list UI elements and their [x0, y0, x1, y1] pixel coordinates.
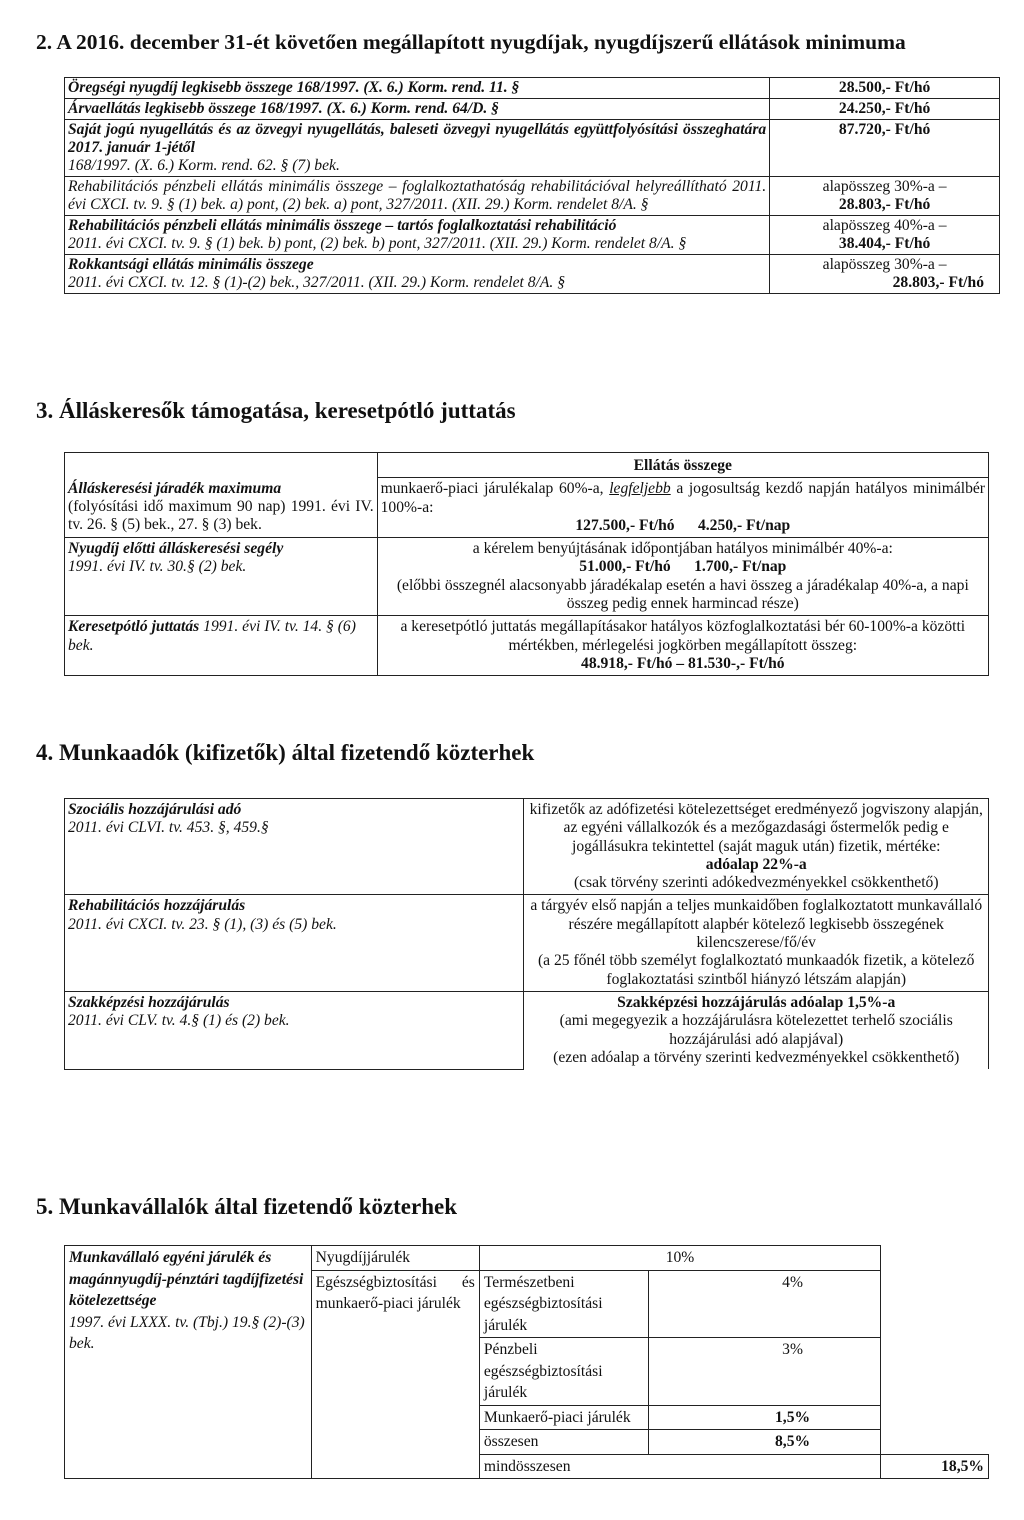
table-row: [65, 177, 1000, 216]
row-value: 38.404,- Ft/hó: [838, 235, 931, 252]
row-value-basis: alapösszeg 40%-a –: [822, 217, 947, 234]
employer-charges-table: [64, 798, 989, 1070]
row-rate: adóalap 22%-a: [705, 855, 807, 873]
row-text: a jogosultság kezdő napján hatályos minimálbér 100%-a:: [380, 480, 986, 516]
table-row: [65, 895, 989, 991]
row-label: Saját jogú nyugellátás és az özvegyi nyugellátás, baleseti özvegyi nyugellátás együttfolyósítási összeghatára 2017. január 1-jétől: [68, 121, 767, 156]
table-row: [65, 99, 1000, 120]
row-title: Rehabilitációs hozzájárulás: [68, 897, 246, 915]
row-text: a keresetpótló juttatás megállapításakor hatályos közfoglalkoztatási bér 60-100%-a közötti mértékben, mérlegelési jogkörben megállapított összeg:: [400, 618, 966, 654]
section-5-heading: 5. Munkavállalók által fizetendő közterhek: [36, 1194, 458, 1219]
row-value: 28.803,- Ft/hó: [838, 196, 931, 213]
row-label: Rehabilitációs pénzbeli ellátás minimális összege – tartós foglalkoztatási rehabilitáció: [68, 217, 617, 234]
row-amount: 48.918,- Ft/hó – 81.530-,- Ft/hó: [581, 654, 785, 672]
inkind-value: 4%: [649, 1270, 881, 1338]
row-reference: 1991. évi IV. tv. 30.§ (2) bek.: [68, 558, 247, 576]
table-row: [65, 1246, 989, 1271]
row-text: munkaerő-piaci járulékalap 60%-a,: [380, 480, 604, 498]
labour-market-value: 1,5%: [649, 1405, 881, 1430]
grand-total-value: 18,5%: [881, 1454, 989, 1479]
row-reference: 1997. évi LXXX. tv. (Tbj.) 19.§ (2)-(3) bek.: [69, 1313, 305, 1352]
employee-charges-table: [64, 1245, 989, 1479]
row-title: Keresetpótló juttatás: [68, 618, 200, 636]
pension-label: Nyugdíjjárulék: [311, 1246, 479, 1271]
row-value: 28.500,- Ft/hó: [838, 79, 931, 96]
cash-value: 3%: [649, 1338, 881, 1406]
grand-total-label: mindösszesen: [479, 1454, 880, 1479]
row-reference: 2011. évi CXCI. tv. 12. § (1)-(2) bek., 327/2011. (XII. 29.) Korm. rendelet 8/A. §: [68, 274, 566, 291]
row-reference: (folyósítási idő maximum 90 nap) 1991. évi IV. tv. 26. § (5) bek., 27. § (3) bek.: [68, 498, 374, 534]
row-text: a tárgyév első napján a teljes munkaidőben foglalkoztatott munkavállaló részére megállapított alapbér kötelező legkisebb összegének kilencszerese/fő/év: [530, 897, 983, 952]
row-note: (a 25 főnél több személyt foglalkoztató munkaadók fizetik, a kötelező foglakoztatási szintből hiányzó létszám alapján): [537, 952, 975, 988]
row-rate: Szakképzési hozzájárulás adóalap 1,5%-a: [617, 993, 896, 1011]
row-reference: 2011. évi CLVI. tv. 453. §, 459.§: [68, 819, 269, 837]
row-title: Nyugdíj előtti álláskeresési segély: [68, 540, 284, 558]
table-row: [65, 616, 989, 676]
column-header: Ellátás összege: [377, 453, 988, 478]
table-row: [65, 799, 989, 895]
pension-value: 10%: [479, 1246, 880, 1271]
row-reference: 168/1997. (X. 6.) Korm. rend. 62. § (7) bek.: [68, 157, 340, 174]
health-label: Egészségbiztosítási és munkaerő-piaci járulék: [311, 1270, 479, 1479]
row-title: Szociális hozzájárulási adó: [68, 801, 242, 818]
row-amount: 127.500,- Ft/hó 4.250,- Ft/nap: [575, 516, 791, 534]
row-value: 24.250,- Ft/hó: [838, 100, 931, 117]
table-row: [65, 78, 1000, 99]
row-title: Szakképzési hozzájárulás: [68, 993, 230, 1011]
row-title: Álláskeresési járadék maximuma: [68, 479, 282, 497]
jobseeker-table: [64, 452, 989, 676]
labour-market-label: Munkaerő-piaci járulék: [479, 1405, 648, 1430]
subtotal-label: összesen: [479, 1430, 648, 1455]
table-row: [65, 991, 989, 1069]
row-text: a kérelem benyújtásának időpontjában hatályos minimálbér 40%-a:: [472, 540, 893, 558]
row-value: 28.803,- Ft/hó: [892, 274, 984, 291]
row-text: (ami megegyezik a hozzájárulásra kötelezettet terhelő szociális hozzájárulási adó alapjával): [559, 1012, 953, 1048]
row-text-emphasis: legfeljebb: [609, 480, 671, 498]
section-3-heading: 3. Álláskeresők támogatása, keresetpótló juttatás: [36, 398, 516, 423]
pension-minimum-table: [64, 77, 1000, 294]
section-4-heading: 4. Munkaadók (kifizetők) által fizetendő közterhek: [36, 740, 535, 765]
row-reference: 1991. évi IV. tv. 14. § (6) bek.: [68, 618, 356, 654]
table-header-row: [65, 453, 989, 478]
row-reference: 2011. évi CLV. tv. 4.§ (1) és (2) bek.: [68, 1012, 290, 1030]
row-text: kifizetők az adófizetési kötelezettséget eredményező jogviszony alapján, az egyéni vállalkozók és a mezőgazdasági őstermelők pedig e jogállásukra tekintettel (saját maguk után) fizetik, mértéke:: [529, 801, 983, 855]
row-note: (előbbi összegnél alacsonyabb járadékalap esetén a havi összeg a járadékalap 40%-a, a napi összeg pedig ennek harmincad része): [396, 576, 969, 613]
table-row: [65, 255, 1000, 294]
row-label: Öregségi nyugdíj legkisebb összege 168/1997. (X. 6.) Korm. rend. 11. §: [68, 79, 520, 96]
table-row: [65, 538, 989, 616]
cash-label: Pénzbeli egészségbiztosítási járulék: [479, 1338, 648, 1406]
row-note: (ezen adóalap a törvény szerinti kedvezményekkel csökkenthető): [553, 1048, 960, 1066]
section-2-heading: 2. A 2016. december 31-ét követően megállapított nyugdíjak, nyugdíjszerű ellátások minimuma: [36, 30, 906, 54]
table-row: [65, 478, 989, 538]
row-value-basis: alapösszeg 30%-a –: [822, 178, 947, 195]
row-title: Munkavállaló egyéni járulék és magánnyugdíj-pénztári tagdíjfizetési kötelezettsége: [69, 1249, 304, 1309]
table-row: [65, 120, 1000, 177]
row-label: Rehabilitációs pénzbeli ellátás minimális összege – foglalkoztathatóság rehabilitációval helyreállítható 2011. évi CXCI. tv. 9. § (1) bek. a) pont, (2) bek. a) pont, 327/2011. (XII. 29.) Korm. rendelet 8/A. §: [68, 178, 767, 213]
row-label: Rokkantsági ellátás minimális összege: [68, 256, 314, 273]
row-value: 87.720,- Ft/hó: [838, 121, 931, 138]
row-label: Árvaellátás legkisebb összege 168/1997. (X. 6.) Korm. rend. 64/D. §: [68, 100, 499, 117]
row-reference: 2011. évi CXCI. tv. 23. § (1), (3) és (5) bek.: [68, 915, 337, 933]
table-row: [65, 216, 1000, 255]
row-amount: 51.000,- Ft/hó 1.700,- Ft/nap: [579, 558, 787, 576]
row-note: (csak törvény szerinti adókedvezményekkel csökkenthető): [573, 874, 939, 892]
row-reference: 2011. évi CXCI. tv. 9. § (1) bek. b) pont, (2) bek. b) pont, 327/2011. (XII. 29.) Korm. rendelet 8/A. §: [68, 235, 687, 252]
row-value-basis: alapösszeg 30%-a –: [822, 256, 947, 273]
inkind-label: Természetbeni egészségbiztosítási járulék: [479, 1270, 648, 1338]
subtotal-value: 8,5%: [649, 1430, 881, 1455]
